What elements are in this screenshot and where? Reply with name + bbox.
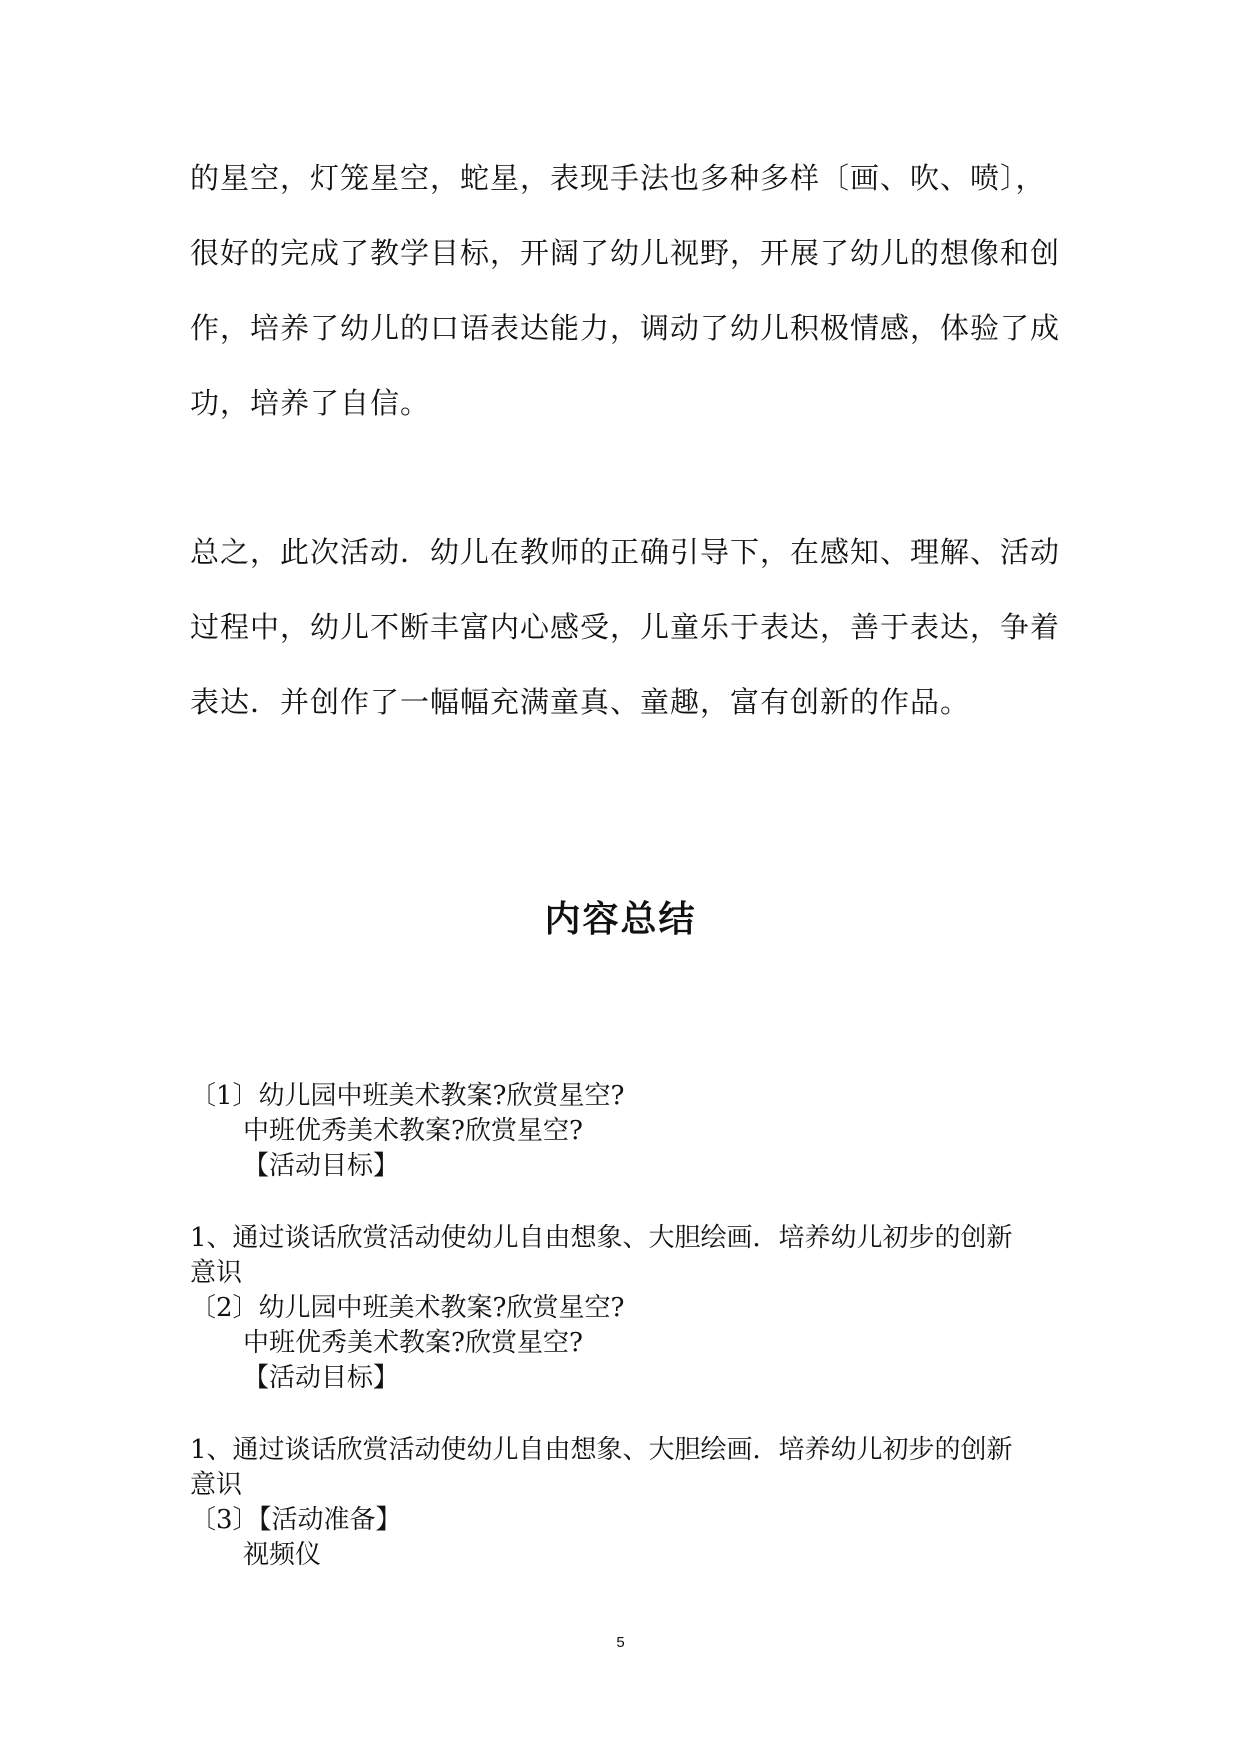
summary-item-text: 视频仪 — [243, 1540, 322, 1570]
paragraph-line: 表达．并创作了一幅幅充满童真、童趣，富有创新的作品。 — [190, 685, 971, 719]
summary-goal-text: 1、通过谈话欣赏活动使幼儿自由想象、大胆绘画．培养幼儿初步的创新 — [190, 1435, 1013, 1465]
summary-goal-text: 意识 — [190, 1258, 243, 1288]
summary-item-title: 〔1〕幼儿园中班美术教案?欣赏星空? — [190, 1081, 625, 1111]
paragraph-line: 的星空，灯笼星空，蛇星，表现手法也多种多样〔画、吹、喷〕， — [190, 161, 1046, 195]
page-number: 5 — [616, 1634, 625, 1651]
summary-subtitle: 中班优秀美术教案?欣赏星空? — [243, 1328, 583, 1358]
summary-item-title: 〔3〕【活动准备】 — [190, 1505, 402, 1535]
summary-item-title: 〔2〕幼儿园中班美术教案?欣赏星空? — [190, 1293, 625, 1323]
paragraph-line: 作，培养了幼儿的口语表达能力，调动了幼儿积极情感，体验了成 — [190, 311, 1061, 345]
summary-subtitle: 中班优秀美术教案?欣赏星空? — [243, 1116, 583, 1146]
summary-section-label: 【活动目标】 — [243, 1363, 400, 1393]
summary-section-label: 【活动目标】 — [243, 1151, 400, 1181]
paragraph-line: 总之，此次活动．幼儿在教师的正确引导下，在感知、理解、活动 — [190, 535, 1061, 569]
summary-goal-text: 意识 — [190, 1470, 243, 1500]
summary-goal-text: 1、通过谈话欣赏活动使幼儿自由想象、大胆绘画．培养幼儿初步的创新 — [190, 1223, 1013, 1253]
paragraph-line: 很好的完成了教学目标，开阔了幼儿视野，开展了幼儿的想像和创 — [190, 236, 1061, 270]
summary-heading: 内容总结 — [544, 899, 697, 940]
paragraph-line: 过程中，幼儿不断丰富内心感受，儿童乐于表达，善于表达，争着 — [190, 610, 1061, 644]
paragraph-line: 功，培养了自信。 — [190, 386, 431, 420]
